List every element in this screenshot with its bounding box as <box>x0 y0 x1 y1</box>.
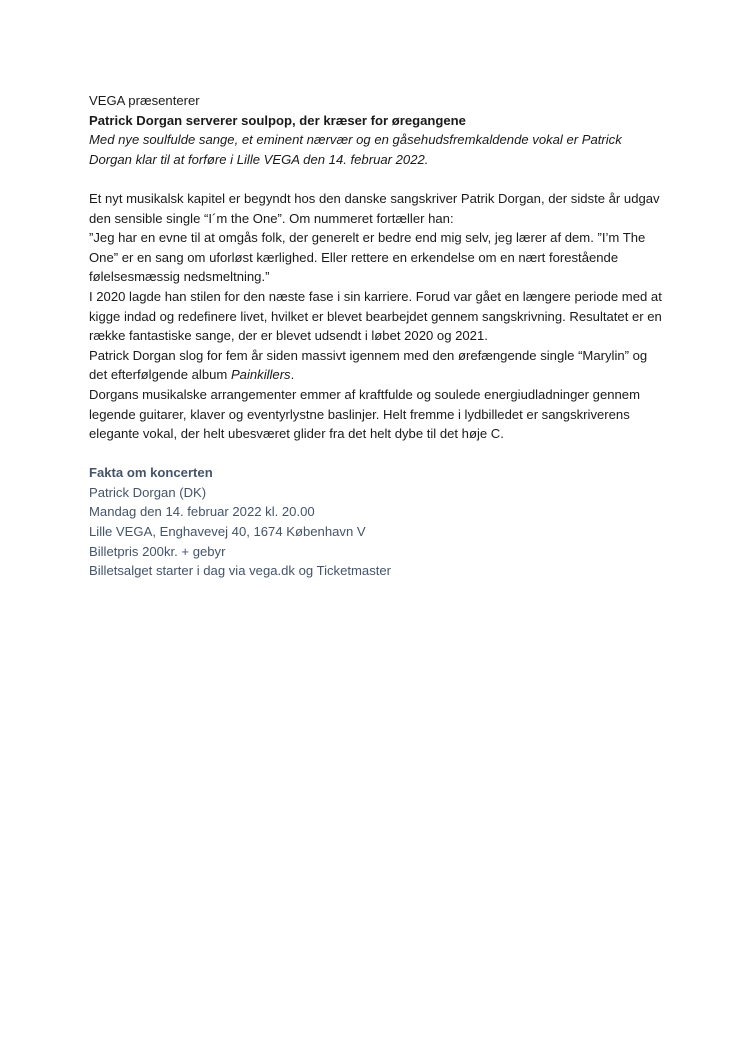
fakta-artist: Patrick Dorgan (DK) <box>89 484 207 500</box>
fakta-sale: Billetsalget starter i dag via vega.dk og Ticketmaster <box>89 563 392 579</box>
body-paragraph-3: I 2020 lagde han stilen for den næste fase i sin karriere. Forud var gået en længere periode med at kigge indad og redefinere livet, hvilket er blevet bearbejdet gennem sangskrivning. Resultatet er en række fantastiske sange, der er blevet udsendt i løbet 2020 og 2021. <box>89 288 662 344</box>
body-paragraph-5: Dorgans musikalske arrangementer emmer af kraftfulde og soulede energiudladninger gennem legende guitarer, klaver og eventyrlystne baslinjer. Helt fremme i lydbilledet er sangskriverens elegante vokal, der helt ubesværet glider fra det helt dybe til det høje C. <box>89 386 640 442</box>
fakta-date: Mandag den 14. februar 2022 kl. 20.00 <box>89 504 315 520</box>
album-title: Painkillers <box>230 367 291 383</box>
body-paragraph-quote: ”Jeg har en evne til at omgås folk, der generelt er bedre end mig selv, jeg lærer af dem. ”I’m The One” er en sang om uforløst kærlighed. Eller rettere en erkendelse om en nært forestående følelsesmæssig nedsmeltning.” <box>89 230 646 285</box>
intro-section <box>89 91 666 169</box>
headline: Patrick Dorgan serverer soulpop, der kræser for øregangene <box>89 112 466 128</box>
fakta-price: Billetpris 200kr. + gebyr <box>89 543 226 559</box>
body-paragraph-1: Et nyt musikalsk kapitel er begyndt hos den danske sangskriver Patrik Dorgan, der sidste år udgav den sensible single “I´m the One”. Om nummeret fortæller han: <box>89 190 660 226</box>
fakta-heading: Fakta om koncerten <box>89 465 213 481</box>
p4-text-start: Patrick Dorgan slog for fem år siden massivt igennem med den ørefængende single “Marylin” og det efterfølgende album <box>89 347 648 383</box>
lead-paragraph: Med nye soulfulde sange, et eminent nærvær og en gåsehudsfremkaldende vokal er Patrick Dorgan klar til at forføre i Lille VEGA den 14. februar 2022. <box>89 132 622 167</box>
fakta-section <box>89 463 666 581</box>
fakta-venue: Lille VEGA, Enghavevej 40, 1674 København V <box>89 524 366 540</box>
presenter-line: VEGA præsenterer <box>89 93 200 108</box>
p4-text-end: . <box>290 367 295 383</box>
body-paragraph-4 <box>89 346 666 385</box>
